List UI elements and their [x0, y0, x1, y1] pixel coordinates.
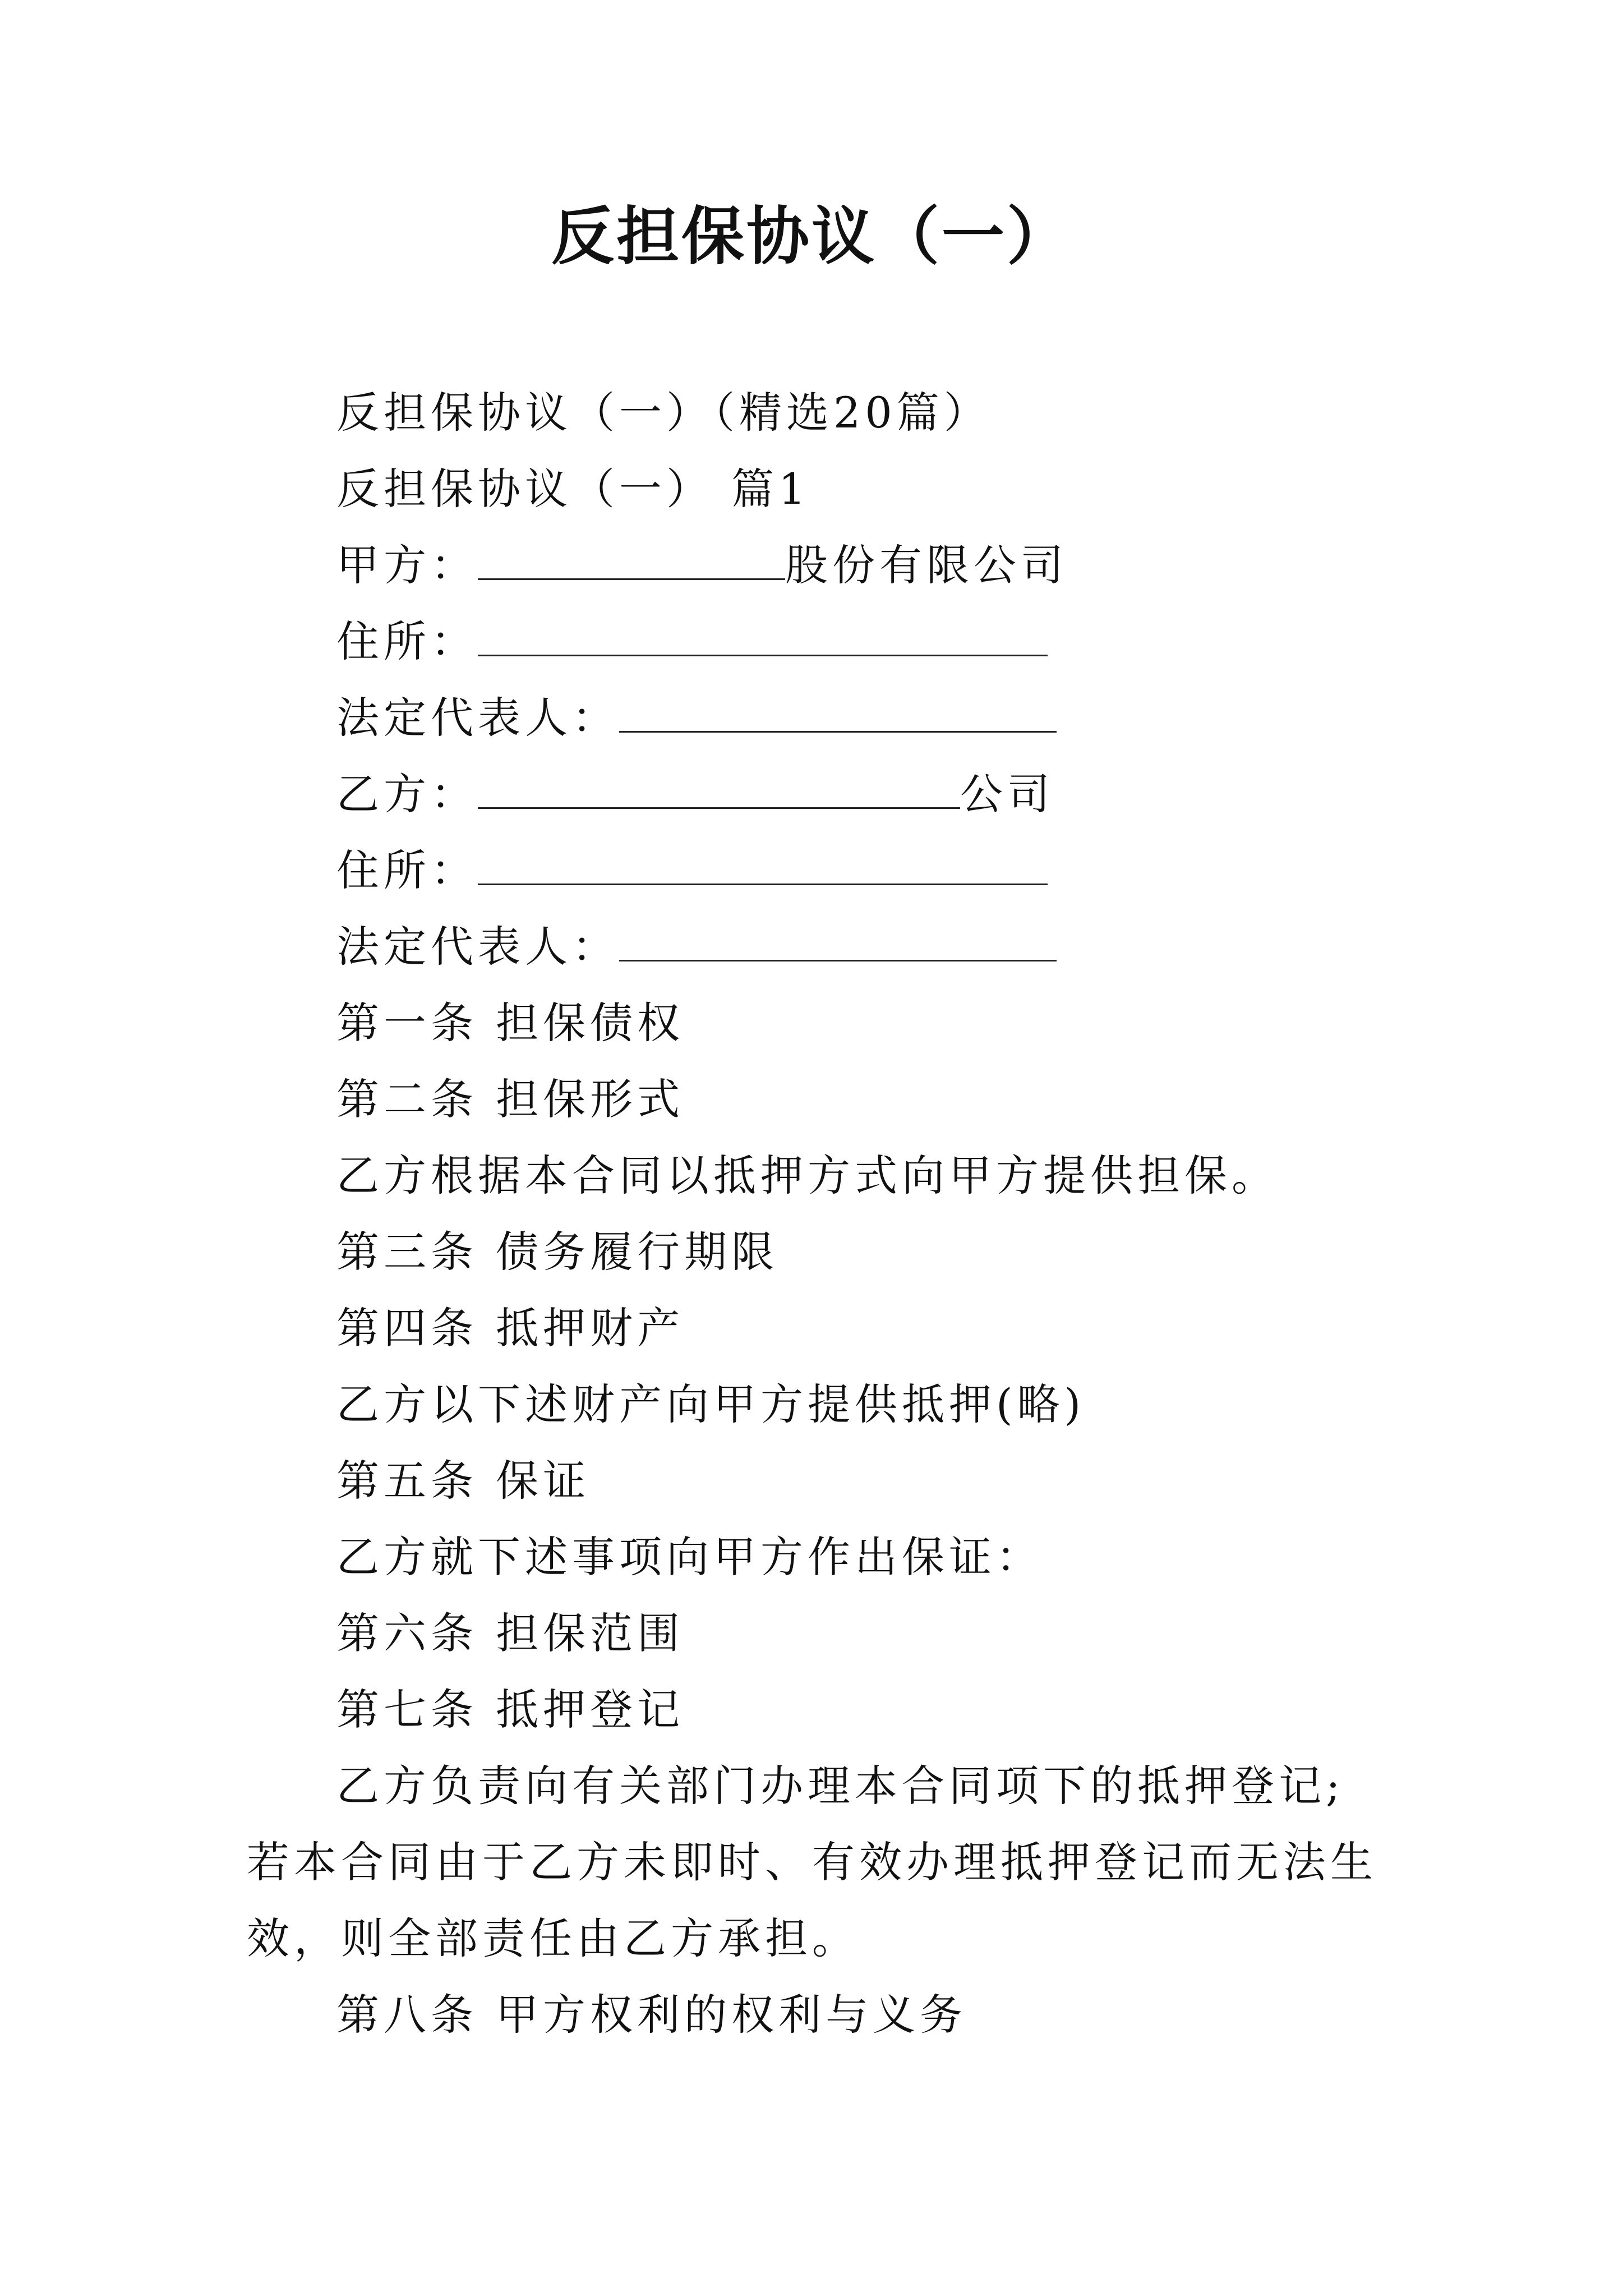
article-5: 第五条 保证 [336, 1456, 591, 1506]
document-subtitle: 反担保协议（一）（精选20篇） [336, 388, 991, 438]
article-1: 第一条 担保债权 [336, 998, 685, 1048]
party-b-label: 乙方： [336, 769, 478, 819]
party-a-line [336, 537, 1068, 593]
article-4: 第四条 抵押财产 [336, 1303, 685, 1353]
article-2: 第二条 担保形式 [336, 1074, 685, 1124]
article-7: 第七条 抵押登记 [336, 1685, 685, 1734]
article-2-text: 乙方根据本合同以抵押方式向甲方提供担保。 [336, 1151, 1279, 1200]
party-b-rep-line [336, 919, 1057, 975]
article-8: 第八条 甲方权利的权利与义务 [336, 1990, 967, 2040]
party-a-rep-label: 法定代表人： [336, 693, 619, 743]
party-b-name-blank [478, 767, 960, 809]
section-heading: 反担保协议（一） 篇1 [336, 464, 810, 514]
party-a-address-blank [478, 614, 1048, 656]
article-5-text: 乙方就下述事项向甲方作出保证： [336, 1532, 1043, 1582]
party-b-suffix: 公司 [960, 769, 1054, 819]
party-b-line [336, 766, 1054, 822]
party-a-name-blank [478, 538, 785, 580]
party-a-label: 甲方： [336, 540, 478, 590]
article-4-text: 乙方以下述财产向甲方提供抵押(略) [336, 1379, 1086, 1429]
party-a-address-label: 住所： [336, 616, 478, 666]
article-6: 第六条 担保范围 [336, 1608, 685, 1658]
party-b-address-label: 住所： [336, 845, 478, 895]
article-7-paragraph: 乙方负责向有关部门办理本合同项下的抵押登记;若本合同由于乙方未即时、有效办理抵押登记而无法生效，则全部责任由乙方承担。 [247, 1761, 1377, 1963]
party-a-rep-blank [619, 691, 1057, 733]
document-title: 反担保协议（一） [551, 200, 1072, 273]
party-a-address-line [336, 614, 1048, 670]
party-b-rep-blank [619, 919, 1057, 961]
article-3: 第三条 债务履行期限 [336, 1227, 779, 1277]
party-b-address-line [336, 843, 1048, 899]
party-a-suffix: 股份有限公司 [785, 540, 1068, 590]
party-b-rep-label: 法定代表人： [336, 922, 619, 972]
party-b-address-blank [478, 843, 1048, 885]
party-a-rep-line [336, 690, 1057, 746]
